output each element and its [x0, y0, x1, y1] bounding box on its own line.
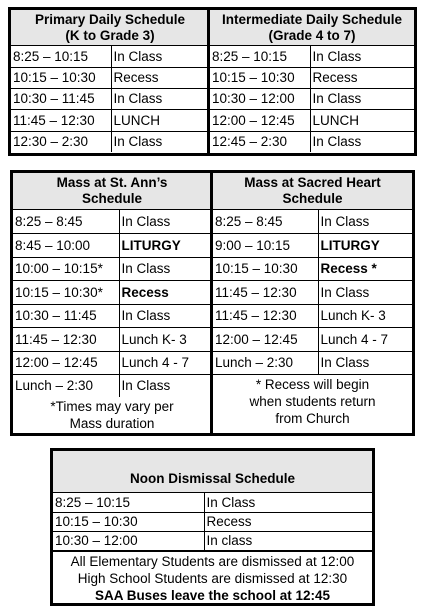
st-ann-schedule-title — [13, 173, 211, 210]
table-row — [210, 109, 414, 131]
time-cell: 8:25 – 10:15 — [210, 46, 310, 67]
table-row — [13, 351, 211, 374]
primary-title-line1: Primary Daily Schedule — [34, 11, 186, 27]
primary-schedule — [11, 10, 209, 153]
intermediate-title-line1: Intermediate Daily Schedule — [221, 11, 403, 27]
intermediate-title-line2: (Grade 4 to 7) — [268, 27, 356, 43]
time-cell: 10:15 – 10:30* — [13, 280, 119, 304]
time-cell: 8:25 – 10:15 — [53, 493, 204, 512]
time-cell: 10:15 – 10:30 — [210, 67, 310, 88]
time-cell: 11:45 – 12:30 — [213, 280, 318, 304]
activity-cell: Recess — [310, 67, 414, 88]
daily-schedules-box — [8, 7, 417, 156]
activity-cell: In Class — [310, 46, 414, 67]
table-row — [210, 131, 414, 152]
table-row — [13, 304, 211, 327]
intermediate-schedule-table — [210, 46, 414, 152]
table-row — [213, 210, 412, 233]
activity-cell: LITURGY — [318, 233, 412, 257]
time-cell: 10:30 – 11:45 — [11, 88, 111, 109]
time-cell: 8:45 – 10:00 — [13, 233, 119, 257]
activity-cell: Recess * — [318, 257, 412, 280]
sacred-heart-title-line2: Schedule — [282, 191, 343, 206]
noon-title: Noon Dismissal Schedule — [129, 470, 296, 486]
time-cell: 11:45 – 12:30 — [11, 109, 111, 131]
intermediate-schedule — [210, 10, 414, 153]
activity-cell: Recess — [204, 512, 372, 531]
time-cell: Lunch – 2:30 — [213, 351, 318, 374]
st-ann-title-line2: Schedule — [81, 191, 143, 206]
time-cell: 12:00 – 12:45 — [213, 327, 318, 351]
activity-cell: LITURGY — [119, 233, 211, 257]
noon-dismissal-box — [50, 448, 375, 606]
activity-cell: In Class — [310, 88, 414, 109]
activity-cell: In Class — [111, 46, 209, 67]
table-row — [213, 233, 412, 257]
time-cell: 10:15 – 10:30 — [213, 257, 318, 280]
activity-cell: In Class — [318, 210, 412, 233]
activity-cell: Recess — [119, 280, 211, 304]
time-cell: 12:45 – 2:30 — [210, 131, 310, 152]
time-cell: 12:00 – 12:45 — [210, 109, 310, 131]
table-row — [13, 257, 211, 280]
sacred-heart-title-line1: Mass at Sacred Heart — [244, 175, 381, 190]
noon-note-line3: SAA Buses leave the school at 12:45 — [94, 587, 331, 603]
activity-cell: Lunch K- 3 — [318, 304, 412, 327]
table-row — [11, 131, 209, 152]
table-row — [11, 67, 209, 88]
activity-cell: In Class — [310, 131, 414, 152]
time-cell: 11:45 – 12:30 — [213, 304, 318, 327]
table-row — [213, 351, 412, 374]
table-row — [53, 531, 372, 550]
noon-note — [53, 551, 372, 604]
table-row — [13, 233, 211, 257]
activity-cell: In Class — [119, 210, 211, 233]
noon-schedule-title — [53, 451, 372, 493]
table-row — [213, 327, 412, 351]
st-ann-title-line1: Mass at St. Ann’s — [56, 175, 168, 190]
table-row — [213, 257, 412, 280]
activity-cell: In Class — [119, 374, 211, 397]
time-cell: 9:00 – 10:15 — [213, 233, 318, 257]
time-cell: 10:15 – 10:30 — [53, 512, 204, 531]
table-row — [210, 88, 414, 109]
sacred-heart-note — [213, 376, 412, 427]
sacred-heart-schedule-table — [213, 210, 412, 375]
table-row — [13, 374, 211, 397]
time-cell: 8:25 – 10:15 — [11, 46, 111, 67]
primary-title-line2: (K to Grade 3) — [65, 27, 155, 43]
primary-schedule-title — [11, 10, 209, 46]
table-row — [13, 210, 211, 233]
noon-schedule-table — [53, 493, 372, 551]
table-row — [213, 304, 412, 327]
time-cell: 12:00 – 12:45 — [13, 351, 119, 374]
activity-cell: LUNCH — [310, 109, 414, 131]
time-cell: Lunch – 2:30 — [13, 374, 119, 397]
activity-cell: Lunch 4 - 7 — [119, 351, 211, 374]
activity-cell: In class — [204, 531, 372, 550]
table-row — [213, 280, 412, 304]
time-cell: 8:25 – 8:45 — [13, 210, 119, 233]
intermediate-schedule-title — [210, 10, 414, 46]
st-ann-schedule — [13, 173, 211, 433]
table-row — [11, 46, 209, 67]
table-row — [210, 67, 414, 88]
st-ann-note-line2: Mass duration — [69, 416, 155, 431]
activity-cell: In Class — [318, 351, 412, 374]
st-ann-note — [13, 398, 211, 432]
time-cell: 10:00 – 10:15* — [13, 257, 119, 280]
primary-schedule-table — [11, 46, 209, 152]
activity-cell: Lunch 4 - 7 — [318, 327, 412, 351]
mass-schedules-box — [10, 170, 415, 436]
st-ann-note-line1: *Times may vary per — [50, 399, 174, 414]
time-cell: 10:30 – 12:00 — [53, 531, 204, 550]
sacred-heart-schedule-title — [213, 173, 412, 210]
noon-note-line1: All Elementary Students are dismissed at 12:00 — [70, 553, 355, 569]
st-ann-schedule-table — [13, 210, 211, 397]
table-row — [53, 493, 372, 512]
table-row — [13, 327, 211, 351]
activity-cell: Lunch K- 3 — [119, 327, 211, 351]
activity-cell: In Class — [204, 493, 372, 512]
table-row — [13, 280, 211, 304]
activity-cell: In Class — [111, 131, 209, 152]
table-row — [210, 46, 414, 67]
activity-cell: In Class — [318, 280, 412, 304]
time-cell: 10:30 – 12:00 — [210, 88, 310, 109]
sacred-heart-note-line1: * Recess will begin — [255, 376, 370, 392]
sacred-heart-schedule — [213, 173, 412, 433]
activity-cell: In Class — [111, 88, 209, 109]
time-cell: 12:30 – 2:30 — [11, 131, 111, 152]
time-cell: 8:25 – 8:45 — [213, 210, 318, 233]
time-cell: 10:30 – 11:45 — [13, 304, 119, 327]
activity-cell: In Class — [119, 304, 211, 327]
activity-cell: LUNCH — [111, 109, 209, 131]
table-row — [53, 512, 372, 531]
time-cell: 10:15 – 10:30 — [11, 67, 111, 88]
sacred-heart-note-line3: from Church — [275, 410, 350, 426]
noon-note-line2: High School Students are dismissed at 12:30 — [77, 570, 348, 586]
time-cell: 11:45 – 12:30 — [13, 327, 119, 351]
table-row — [11, 88, 209, 109]
sacred-heart-note-line2: when students return — [249, 393, 376, 409]
activity-cell: Recess — [111, 67, 209, 88]
activity-cell: In Class — [119, 257, 211, 280]
table-row — [11, 109, 209, 131]
